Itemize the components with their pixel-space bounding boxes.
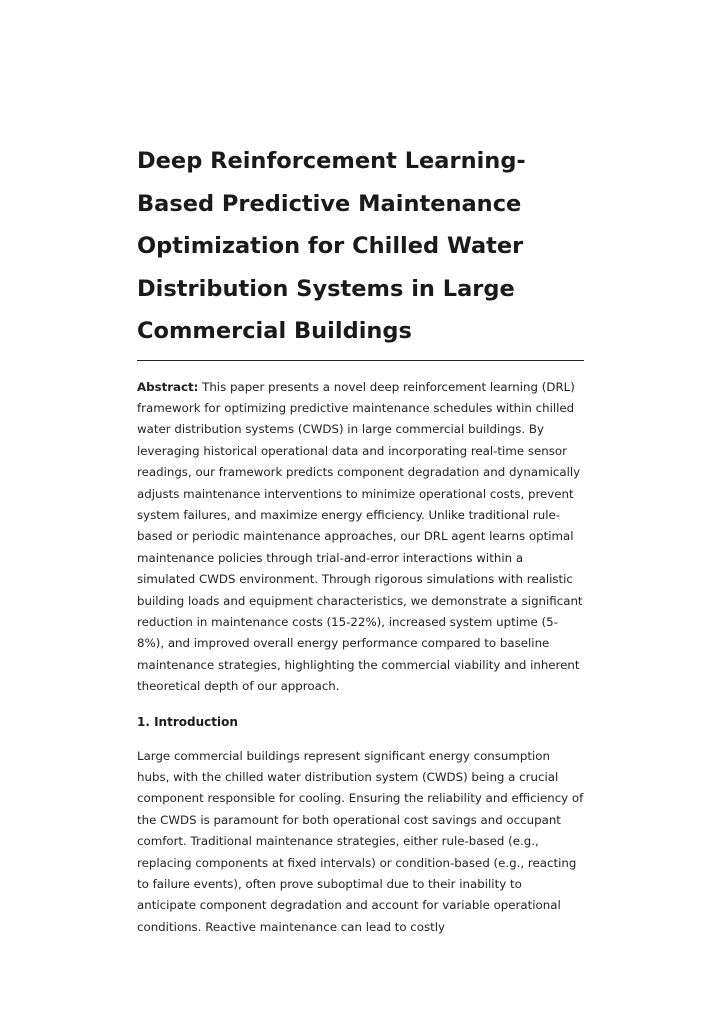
- paper-title: Deep Reinforcement Learning-Based Predictive Maintenance Optimization for Chilled Water Distribution Systems in Large Commercial Buildings: [137, 148, 526, 344]
- introduction-paragraph: Large commercial buildings represent significant energy consumption hubs, with the chilled water distribution system (CWDS) being a crucial component responsible for cooling. Ensuring the reliability and efficiency of the CWDS is paramount for both operational cost savings and occupant comfort. Traditional maintenance strategies, either rule-based (e.g., replacing components at fixed intervals) or condition-based (e.g., reacting to failure events), often prove suboptimal due to their inability to anticipate component degradation and account for variable operational conditions. Reactive maintenance can lead to costly: [137, 748, 584, 934]
- section-heading-introduction: 1. Introduction: [137, 714, 238, 729]
- abstract-paragraph: [137, 377, 584, 698]
- abstract-label: Abstract:: [137, 379, 199, 394]
- title-divider: [137, 360, 584, 361]
- abstract-text: This paper presents a novel deep reinforcement learning (DRL) framework for optimizing predictive maintenance schedules within chilled water distribution systems (CWDS) in large commercial buildings. By leveraging historical operational data and incorporating real-time sensor readings, our framework predicts component degradation and dynamically adjusts maintenance interventions to minimize operational costs, prevent system failures, and maximize energy efficiency. Unlike traditional rule-based or periodic maintenance approaches, our DRL agent learns optimal maintenance policies through trial-and-error interactions within a simulated CWDS environment. Through rigorous simulations with realistic building loads and equipment characteristics, we demonstrate a significant reduction in maintenance costs (15-22%), increased system uptime (5-8%), and improved overall energy performance compared to baseline maintenance strategies, highlighting the commercial viability and inherent theoretical depth of our approach.: [137, 379, 583, 694]
- paper-page: [137, 140, 584, 938]
